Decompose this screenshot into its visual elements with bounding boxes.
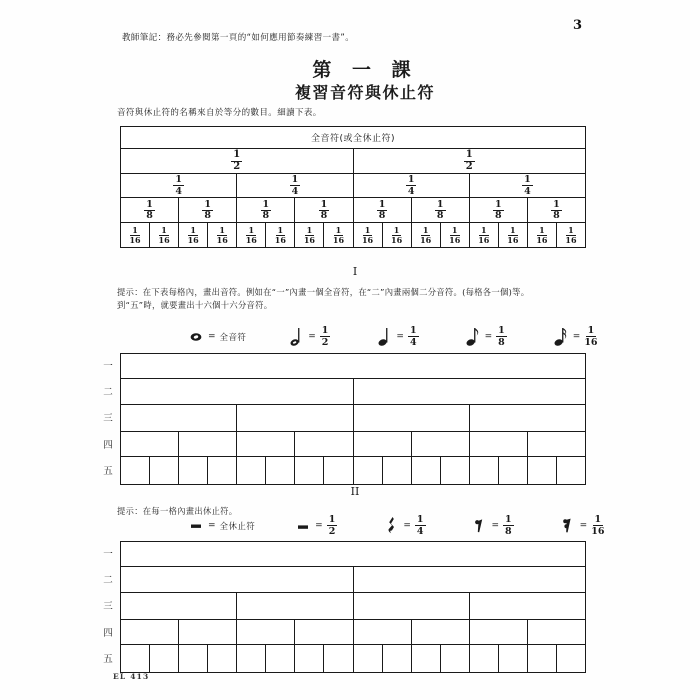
notes-grid-cell[interactable] (354, 432, 412, 456)
rests-grid-cell[interactable] (528, 620, 585, 644)
footer-plate-code: EL 413 (113, 672, 150, 681)
notes-grid-cell[interactable] (121, 405, 237, 431)
legend-item-sixteenth-note (553, 326, 598, 347)
rests-grid-cell[interactable] (179, 620, 237, 644)
fraction-cell-sixteenth (121, 223, 150, 247)
fraction-cell-sixteenth (266, 223, 295, 247)
legend-item-eighth-note (465, 326, 507, 347)
fraction-glyph: $\frac{1}{16}$ (274, 225, 286, 245)
notes-grid-cell[interactable] (121, 379, 354, 404)
fraction-glyph: $\frac{1}{16}$ (536, 225, 548, 245)
rests-grid-cell[interactable] (121, 620, 179, 644)
rests-grid-cell[interactable] (412, 620, 470, 644)
fraction-glyph: $\frac{1}{2}$ (328, 514, 336, 537)
fraction-glyph: $\frac{1}{8}$ (495, 198, 502, 221)
fraction-glyph: $\frac{1}{16}$ (187, 225, 199, 245)
fraction-glyph: $\frac{1}{8}$ (320, 198, 328, 221)
notes-grid-row-label: 三 (103, 413, 113, 425)
rests-grid-cell[interactable] (237, 620, 295, 644)
notes-grid-cell[interactable] (295, 457, 324, 484)
legend-item-half-rest (295, 515, 337, 536)
notes-grid-cell[interactable] (121, 432, 179, 456)
notes-grid-row-label: 二 (103, 386, 113, 398)
whole-note-label: 全音符(或全休止符) (310, 134, 396, 144)
fraction-cell-sixteenth (354, 223, 383, 247)
rests-grid-row (121, 567, 585, 593)
equals-sign: = (403, 520, 411, 531)
notes-grid-cell[interactable] (295, 432, 353, 456)
fraction-glyph: $\frac{1}{16}$ (507, 225, 519, 245)
rests-grid-cell[interactable] (470, 645, 499, 672)
fraction-cell-quarter (470, 174, 585, 197)
notes-grid-cell[interactable] (412, 432, 470, 456)
rests-grid-cell[interactable] (557, 645, 585, 672)
rests-grid-cell[interactable] (295, 620, 353, 644)
fraction-glyph: $\frac{1}{16}$ (584, 325, 598, 348)
rests-grid-cell[interactable] (237, 593, 353, 619)
rests-grid-cell[interactable] (324, 645, 353, 672)
notes-grid-cell[interactable] (412, 457, 441, 484)
notes-grid-cell[interactable] (121, 354, 585, 378)
fraction-row-quarter (121, 174, 585, 198)
figure-label-two: II (350, 485, 360, 498)
notes-hint-line-2: 到“五”時，就要畫出十六個十六分音符。 (117, 300, 273, 310)
fraction-cell-half (354, 149, 586, 173)
notes-grid-row (121, 354, 585, 379)
notes-grid-cell[interactable] (121, 457, 150, 484)
eighth-note-symbol (465, 327, 481, 347)
fraction-cell-eighth (237, 198, 295, 222)
fraction-cell-sixteenth (150, 223, 179, 247)
sixteenth-note-symbol (553, 327, 569, 347)
fraction-cell-eighth (354, 198, 412, 222)
fraction-glyph: $\frac{1}{16}$ (449, 225, 461, 245)
rests-grid-row (121, 645, 585, 672)
fraction-glyph: $\frac{1}{16}$ (303, 225, 315, 245)
whole-rest-icon (188, 519, 204, 533)
fraction-glyph: $\frac{1}{8}$ (146, 198, 153, 221)
legend-item-whole-note (188, 327, 246, 347)
rests-grid-row-label: 五 (103, 654, 113, 666)
fraction-glyph: $\frac{1}{16}$ (478, 225, 490, 245)
fraction-glyph: $\frac{1}{16}$ (245, 225, 257, 245)
rests-grid-cell[interactable] (383, 645, 412, 672)
fraction-glyph: $\frac{1}{16}$ (216, 225, 228, 245)
whole-rest-symbol (188, 516, 204, 536)
rests-grid-cell[interactable] (499, 645, 528, 672)
notes-grid-row-label: 一 (103, 361, 113, 372)
rests-grid-cell[interactable] (528, 645, 557, 672)
rests-grid-cell[interactable] (412, 645, 441, 672)
whole-note-symbol (188, 327, 204, 347)
fraction-cell-quarter (354, 174, 470, 197)
legend-item-sixteenth-rest (560, 515, 605, 536)
note-symbol-legend (188, 326, 598, 347)
rests-grid-cell[interactable] (266, 645, 295, 672)
fraction-glyph: $\frac{1}{8}$ (553, 198, 560, 221)
notes-grid-table (120, 353, 586, 485)
notes-grid-cell[interactable] (354, 379, 586, 404)
notes-grid-cell[interactable] (179, 457, 208, 484)
rests-grid-cell[interactable] (237, 645, 266, 672)
equals-sign: = (579, 520, 588, 531)
equals-sign: = (484, 331, 493, 342)
fraction-glyph: $\frac{1}{8}$ (204, 198, 211, 221)
whole-note-icon (189, 330, 203, 344)
rests-grid-row (121, 593, 585, 620)
fraction-glyph: $\frac{1}{4}$ (407, 174, 415, 197)
legend-value-text: 全休止符 (219, 521, 256, 532)
fraction-glyph: $\frac{1}{16}$ (158, 225, 170, 245)
fraction-cell-sixteenth (441, 223, 470, 247)
fraction-cell-quarter (237, 174, 353, 197)
notes-grid-cell[interactable] (470, 457, 499, 484)
quarter-rest-symbol (383, 516, 399, 536)
fraction-cell-quarter (121, 174, 237, 197)
fraction-row-sixteenth (121, 223, 585, 247)
fraction-cell-sixteenth (470, 223, 499, 247)
rests-grid-row-label: 三 (103, 601, 113, 613)
fraction-cell-whole (121, 127, 585, 148)
quarter-rest-icon (386, 515, 397, 537)
rests-grid-cell[interactable] (121, 645, 150, 672)
rests-grid-cell[interactable] (150, 645, 179, 672)
notes-grid-cell[interactable] (150, 457, 179, 484)
notes-grid-row (121, 379, 585, 405)
fraction-cell-sixteenth (499, 223, 528, 247)
fraction-cell-sixteenth (383, 223, 412, 247)
legend-item-whole-rest (188, 516, 255, 536)
quarter-note-symbol (376, 327, 392, 347)
notes-grid-cell[interactable] (441, 457, 470, 484)
eighth-note-icon (466, 326, 480, 348)
half-note-icon (290, 326, 302, 348)
rests-grid-cell[interactable] (470, 593, 585, 619)
rests-grid-cell[interactable] (121, 542, 585, 566)
equals-sign: = (208, 331, 216, 342)
rests-grid-cell[interactable] (441, 645, 470, 672)
fraction-cell-sixteenth (179, 223, 208, 247)
fraction-row-eighth (121, 198, 585, 223)
fraction-glyph: $\frac{1}{2}$ (321, 325, 329, 348)
legend-item-half-note (288, 326, 330, 347)
rests-grid-cell[interactable] (354, 567, 586, 592)
fraction-row-whole (121, 127, 585, 149)
fraction-glyph: $\frac{1}{16}$ (565, 225, 577, 245)
page-number: 3 (572, 18, 582, 33)
notes-grid-cell[interactable] (557, 457, 585, 484)
notes-grid-row-label: 五 (103, 466, 113, 478)
fraction-cell-sixteenth (324, 223, 353, 247)
rests-grid-cell[interactable] (295, 645, 324, 672)
equals-sign: = (396, 331, 404, 342)
fraction-glyph: $\frac{1}{4}$ (409, 325, 417, 348)
rests-grid-cell[interactable] (121, 593, 237, 619)
rests-grid-cell[interactable] (354, 593, 470, 619)
fraction-cell-sixteenth (528, 223, 557, 247)
fraction-glyph: $\frac{1}{16}$ (332, 225, 345, 245)
fraction-cell-sixteenth (208, 223, 237, 247)
fraction-glyph: $\frac{1}{16}$ (361, 225, 374, 245)
teacher-note: 教師筆記：務必先參閱第一頁的“如何應用節奏練習一書”。 (122, 33, 355, 43)
fraction-glyph: $\frac{1}{16}$ (129, 225, 141, 245)
rests-grid-table (120, 541, 586, 673)
eighth-rest-icon (474, 516, 485, 536)
sixteenth-note-icon (554, 326, 568, 348)
rests-hint-line-1: 提示：在每一格內畫出休止符。 (117, 506, 238, 516)
notes-grid-cell[interactable] (237, 432, 295, 456)
fraction-glyph: $\frac{1}{16}$ (420, 225, 432, 245)
notes-grid-row (121, 457, 585, 484)
notes-grid-cell[interactable] (208, 457, 237, 484)
rests-grid-cell[interactable] (208, 645, 237, 672)
notes-grid-cell[interactable] (237, 405, 353, 431)
fraction-cell-sixteenth (557, 223, 585, 247)
lesson-title: 第 一 課 (312, 59, 418, 81)
rests-grid-cell[interactable] (354, 620, 412, 644)
fraction-cell-half (121, 149, 354, 173)
rests-grid-cell[interactable] (179, 645, 208, 672)
notes-grid-cell[interactable] (179, 432, 237, 456)
fraction-glyph: $\frac{1}{4}$ (416, 514, 424, 537)
notes-grid-cell[interactable] (266, 457, 295, 484)
notes-grid-cell[interactable] (354, 457, 383, 484)
fraction-cell-eighth (470, 198, 528, 222)
fraction-glyph: $\frac{1}{8}$ (498, 325, 505, 348)
notes-grid-cell[interactable] (470, 432, 528, 456)
fraction-cell-eighth (295, 198, 353, 222)
notes-grid-row-label: 四 (103, 439, 113, 451)
figure-label-one: I (352, 265, 358, 278)
fraction-cell-eighth (121, 198, 179, 222)
fraction-cell-eighth (179, 198, 237, 222)
fraction-glyph: $\frac{1}{16}$ (391, 225, 403, 245)
quarter-note-icon (378, 326, 390, 348)
notes-grid-cell[interactable] (324, 457, 353, 484)
rests-grid-cell[interactable] (470, 620, 528, 644)
fraction-glyph: $\frac{1}{16}$ (591, 514, 605, 537)
lesson-subtitle: 複習音符與休止符 (294, 83, 435, 102)
fraction-cell-sixteenth (237, 223, 266, 247)
eighth-rest-symbol (472, 516, 488, 536)
intro-text: 音符與休止符的名稱來自於等分的數目。細讀下表。 (117, 108, 322, 118)
notes-grid-row (121, 432, 585, 457)
fraction-cell-eighth (412, 198, 470, 222)
legend-item-eighth-rest (472, 515, 514, 536)
equals-sign: = (572, 331, 581, 342)
equals-sign: = (308, 331, 316, 342)
equals-sign: = (315, 520, 323, 531)
fraction-division-table (120, 126, 586, 248)
notes-grid-cell[interactable] (383, 457, 412, 484)
half-note-symbol (288, 327, 304, 347)
rests-grid-row (121, 542, 585, 567)
rests-grid-row-label: 一 (103, 549, 113, 560)
notes-hint-line-1: 提示：在下表每格內，畫出音符。例如在“一”內畫一個全音符，在“二”內畫兩個二分音符。(每格各一個)等。 (117, 287, 530, 297)
legend-item-quarter-rest (383, 515, 425, 536)
notes-grid-cell[interactable] (499, 457, 528, 484)
rest-symbol-legend (188, 515, 604, 536)
fraction-cell-sixteenth (412, 223, 441, 247)
fraction-glyph: $\frac{1}{2}$ (465, 149, 473, 172)
fraction-glyph: $\frac{1}{4}$ (291, 174, 299, 197)
sixteenth-rest-symbol (560, 516, 576, 536)
notes-grid-cell[interactable] (528, 457, 557, 484)
notes-grid-cell[interactable] (528, 432, 585, 456)
fraction-row-half (121, 149, 585, 174)
legend-value-text: 全音符 (219, 332, 247, 343)
half-rest-symbol (295, 516, 311, 536)
fraction-glyph: $\frac{1}{8}$ (378, 198, 386, 221)
fraction-glyph: $\frac{1}{8}$ (436, 198, 444, 221)
fraction-glyph: $\frac{1}{2}$ (233, 149, 241, 172)
notes-grid-cell[interactable] (354, 405, 470, 431)
notes-grid-cell[interactable] (470, 405, 585, 431)
fraction-glyph: $\frac{1}{4}$ (524, 174, 531, 197)
rests-grid-cell[interactable] (121, 567, 354, 592)
notes-grid-cell[interactable] (237, 457, 266, 484)
fraction-glyph: $\frac{1}{8}$ (262, 198, 270, 221)
fraction-glyph: $\frac{1}{8}$ (505, 514, 512, 537)
notes-grid-row (121, 405, 585, 432)
half-rest-icon (295, 519, 311, 533)
legend-item-quarter-note (376, 326, 418, 347)
rests-grid-cell[interactable] (354, 645, 383, 672)
fraction-cell-eighth (528, 198, 585, 222)
sixteenth-rest-icon (562, 516, 574, 536)
equals-sign: = (208, 520, 216, 531)
equals-sign: = (491, 520, 500, 531)
rests-grid-row (121, 620, 585, 645)
rests-grid-row-label: 四 (103, 627, 113, 639)
rests-grid-row-label: 二 (103, 574, 113, 586)
fraction-glyph: $\frac{1}{4}$ (175, 174, 182, 197)
fraction-cell-sixteenth (295, 223, 324, 247)
